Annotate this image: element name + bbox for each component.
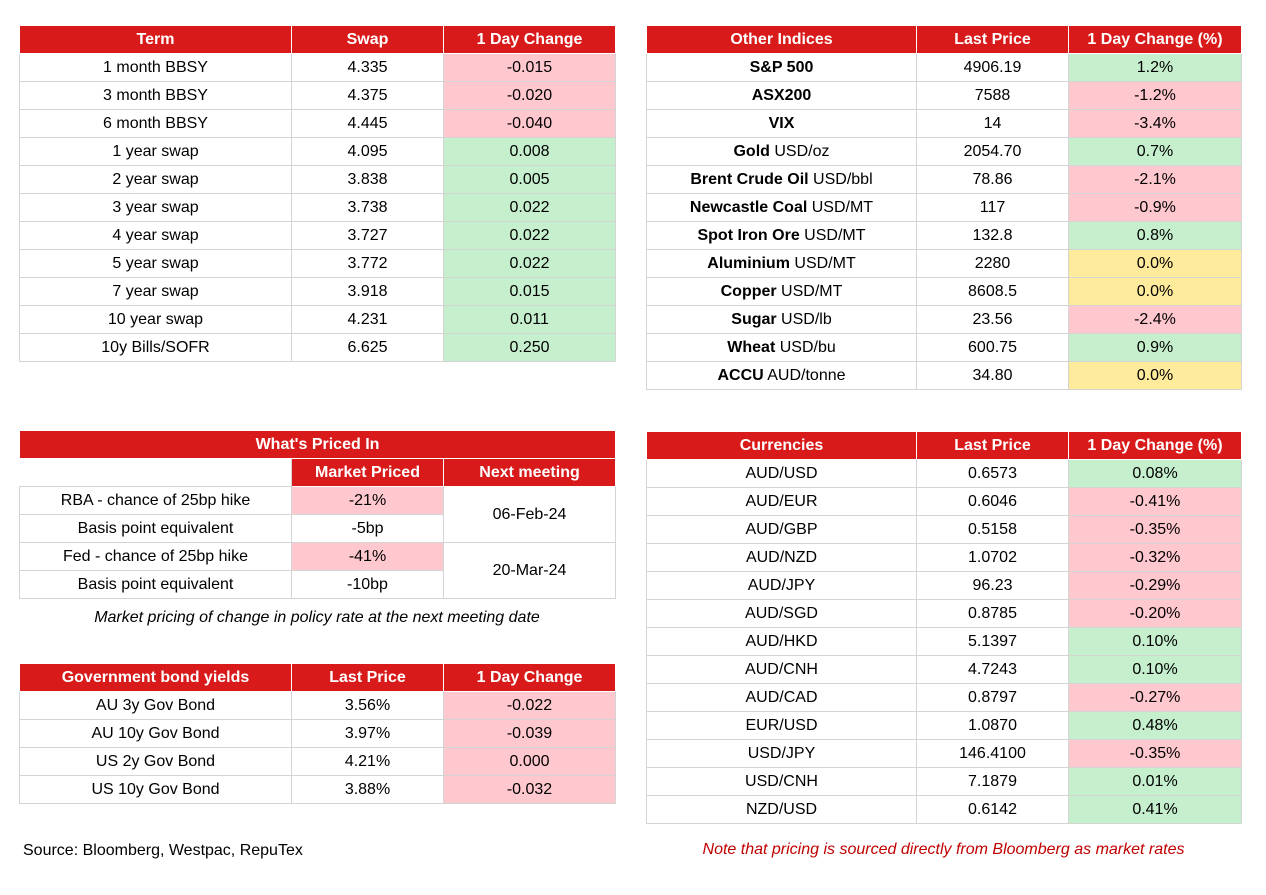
swap-header-term: Term: [20, 26, 292, 54]
currency-price: 0.6573: [917, 460, 1069, 488]
index-change: -2.1%: [1069, 166, 1242, 194]
swap-term: 6 month BBSY: [20, 110, 292, 138]
swap-change: 0.008: [444, 138, 616, 166]
index-name: [647, 278, 917, 306]
table-row: [20, 776, 616, 804]
currency-change: -0.35%: [1069, 516, 1242, 544]
index-price: 2280: [917, 250, 1069, 278]
currencies-table: [646, 431, 1242, 824]
table-row: [647, 768, 1242, 796]
index-name-text: Brent Crude Oil: [690, 170, 809, 188]
table-row: [647, 306, 1242, 334]
currency-change: -0.20%: [1069, 600, 1242, 628]
index-change: 0.8%: [1069, 222, 1242, 250]
table-row: [647, 516, 1242, 544]
swap-rows: [20, 54, 616, 362]
table-row: [647, 488, 1242, 516]
currency-change: 0.48%: [1069, 712, 1242, 740]
fed-next-meeting: 20-Mar-24: [444, 543, 616, 599]
index-name: [647, 250, 917, 278]
table-row: [647, 278, 1242, 306]
index-name: [647, 306, 917, 334]
swap-value: 4.231: [292, 306, 444, 334]
swap-change: -0.020: [444, 82, 616, 110]
swap-change: 0.022: [444, 250, 616, 278]
currency-pair: AUD/GBP: [647, 516, 917, 544]
bond-change: -0.039: [444, 720, 616, 748]
swap-value: 3.838: [292, 166, 444, 194]
indices-table: [646, 25, 1242, 390]
swap-term: 10y Bills/SOFR: [20, 334, 292, 362]
swap-term: 3 year swap: [20, 194, 292, 222]
fed-hike-label: Fed - chance of 25bp hike: [20, 543, 292, 571]
index-price: 600.75: [917, 334, 1069, 362]
index-price: 2054.70: [917, 138, 1069, 166]
table-row: [647, 82, 1242, 110]
currency-pair: NZD/USD: [647, 796, 917, 824]
index-price: 4906.19: [917, 54, 1069, 82]
swap-header-change: 1 Day Change: [444, 26, 616, 54]
index-unit: AUD/tonne: [763, 366, 846, 384]
currency-change: 0.41%: [1069, 796, 1242, 824]
currency-price: 0.6142: [917, 796, 1069, 824]
currencies-header-pair: Currencies: [647, 432, 917, 460]
index-price: 34.80: [917, 362, 1069, 390]
priced-in-col-meeting: Next meeting: [444, 459, 616, 487]
swap-change: 0.005: [444, 166, 616, 194]
currencies-header-price: Last Price: [917, 432, 1069, 460]
bond-price: 3.97%: [292, 720, 444, 748]
table-row: [20, 334, 616, 362]
index-name-text: Wheat: [727, 338, 776, 356]
currency-pair: AUD/HKD: [647, 628, 917, 656]
index-change: 0.7%: [1069, 138, 1242, 166]
index-name-text: ACCU: [717, 366, 764, 384]
index-change: 1.2%: [1069, 54, 1242, 82]
swap-term: 1 month BBSY: [20, 54, 292, 82]
bond-change: -0.032: [444, 776, 616, 804]
swap-term: 7 year swap: [20, 278, 292, 306]
currency-price: 146.4100: [917, 740, 1069, 768]
index-change: 0.0%: [1069, 362, 1242, 390]
index-change: -3.4%: [1069, 110, 1242, 138]
table-row: [20, 278, 616, 306]
index-name: [647, 334, 917, 362]
currency-price: 0.8797: [917, 684, 1069, 712]
index-name-text: Copper: [720, 282, 777, 300]
bond-price: 3.88%: [292, 776, 444, 804]
swap-term: 5 year swap: [20, 250, 292, 278]
currency-pair: AUD/EUR: [647, 488, 917, 516]
rba-bp-label: Basis point equivalent: [20, 515, 292, 543]
index-unit: USD/MT: [807, 198, 874, 216]
index-name-text: Newcastle Coal: [689, 198, 808, 216]
index-name-text: Aluminium: [707, 254, 790, 272]
swap-header-swap: Swap: [292, 26, 444, 54]
fed-hike-value: -41%: [292, 543, 444, 571]
currency-price: 5.1397: [917, 628, 1069, 656]
index-change: 0.9%: [1069, 334, 1242, 362]
index-name-text: Gold: [733, 142, 770, 160]
index-price: 117: [917, 194, 1069, 222]
table-row: [647, 796, 1242, 824]
swap-value: 3.727: [292, 222, 444, 250]
bond-name: US 10y Gov Bond: [20, 776, 292, 804]
rba-bp-value: -5bp: [292, 515, 444, 543]
currencies-header-change: 1 Day Change (%): [1069, 432, 1242, 460]
table-row: [20, 692, 616, 720]
currency-pair: AUD/NZD: [647, 544, 917, 572]
table-row: [20, 110, 616, 138]
bond-change: -0.022: [444, 692, 616, 720]
index-price: 7588: [917, 82, 1069, 110]
bonds-table: [19, 663, 616, 804]
indices-header-price: Last Price: [917, 26, 1069, 54]
index-name: [647, 166, 917, 194]
table-row: [647, 684, 1242, 712]
currency-change: -0.29%: [1069, 572, 1242, 600]
table-row: [647, 250, 1242, 278]
swap-value: 4.335: [292, 54, 444, 82]
index-change: -1.2%: [1069, 82, 1242, 110]
currency-change: 0.08%: [1069, 460, 1242, 488]
swap-value: 4.375: [292, 82, 444, 110]
index-name: [647, 110, 917, 138]
currency-change: 0.01%: [1069, 768, 1242, 796]
currency-pair: AUD/CNH: [647, 656, 917, 684]
table-row: [20, 82, 616, 110]
currency-change: 0.10%: [1069, 628, 1242, 656]
currency-change: 0.10%: [1069, 656, 1242, 684]
index-unit: USD/bbl: [808, 170, 873, 188]
fed-bp-value: -10bp: [292, 571, 444, 599]
table-row: [647, 460, 1242, 488]
swap-value: 4.445: [292, 110, 444, 138]
table-row: [647, 600, 1242, 628]
index-name: [647, 82, 917, 110]
index-price: 14: [917, 110, 1069, 138]
currency-pair: AUD/SGD: [647, 600, 917, 628]
index-name-text: Spot Iron Ore: [697, 226, 800, 244]
rba-next-meeting: 06-Feb-24: [444, 487, 616, 543]
table-row: [647, 54, 1242, 82]
currency-change: -0.41%: [1069, 488, 1242, 516]
bond-name: US 2y Gov Bond: [20, 748, 292, 776]
currency-pair: AUD/JPY: [647, 572, 917, 600]
index-unit: USD/MT: [776, 282, 843, 300]
index-name: [647, 138, 917, 166]
table-row: [20, 166, 616, 194]
currency-price: 96.23: [917, 572, 1069, 600]
swap-value: 3.772: [292, 250, 444, 278]
indices-header-change: 1 Day Change (%): [1069, 26, 1242, 54]
priced-in-table: [19, 430, 616, 599]
rba-hike-value: -21%: [292, 487, 444, 515]
table-row: [20, 138, 616, 166]
table-row: [647, 712, 1242, 740]
table-row: [20, 250, 616, 278]
rba-hike-label: RBA - chance of 25bp hike: [20, 487, 292, 515]
swap-change: -0.040: [444, 110, 616, 138]
swap-table: [19, 25, 616, 362]
bloomberg-pricing-note: Note that pricing is sourced directly from Bloomberg as market rates: [702, 841, 1185, 858]
swap-term: 10 year swap: [20, 306, 292, 334]
swap-term: 3 month BBSY: [20, 82, 292, 110]
index-name: [647, 362, 917, 390]
index-name-text: Sugar: [731, 310, 777, 328]
table-row: [20, 306, 616, 334]
index-name-text: S&P 500: [749, 58, 814, 76]
bond-price: 4.21%: [292, 748, 444, 776]
currency-change: -0.27%: [1069, 684, 1242, 712]
swap-value: 3.738: [292, 194, 444, 222]
bonds-header-price: Last Price: [292, 664, 444, 692]
bond-change: 0.000: [444, 748, 616, 776]
swap-term: 2 year swap: [20, 166, 292, 194]
bond-price: 3.56%: [292, 692, 444, 720]
currency-pair: USD/JPY: [647, 740, 917, 768]
currency-pair: AUD/CAD: [647, 684, 917, 712]
swap-term: 1 year swap: [20, 138, 292, 166]
index-name: [647, 54, 917, 82]
currency-price: 1.0870: [917, 712, 1069, 740]
bonds-header-name: Government bond yields: [20, 664, 292, 692]
index-unit: USD/bu: [775, 338, 836, 356]
currency-change: -0.35%: [1069, 740, 1242, 768]
bonds-header-change: 1 Day Change: [444, 664, 616, 692]
table-row: [647, 222, 1242, 250]
index-unit: USD/lb: [776, 310, 832, 328]
table-row: [647, 572, 1242, 600]
source-note: Source: Bloomberg, Westpac, RepuTex: [23, 842, 303, 859]
index-price: 78.86: [917, 166, 1069, 194]
index-name: [647, 222, 917, 250]
table-row: [20, 222, 616, 250]
bonds-rows: [20, 692, 616, 804]
swap-value: 3.918: [292, 278, 444, 306]
index-name-text: ASX200: [751, 86, 812, 104]
swap-change: 0.250: [444, 334, 616, 362]
table-row: [647, 362, 1242, 390]
swap-value: 4.095: [292, 138, 444, 166]
index-price: 8608.5: [917, 278, 1069, 306]
table-row: [647, 544, 1242, 572]
table-row: [20, 720, 616, 748]
currency-pair: USD/CNH: [647, 768, 917, 796]
index-price: 23.56: [917, 306, 1069, 334]
index-unit: USD/MT: [789, 254, 856, 272]
table-row: [20, 54, 616, 82]
index-change: -0.9%: [1069, 194, 1242, 222]
table-row: [647, 740, 1242, 768]
currencies-rows: [647, 460, 1242, 824]
currency-price: 7.1879: [917, 768, 1069, 796]
priced-in-footnote: Market pricing of change in policy rate at the next meeting date: [94, 609, 540, 626]
bond-name: AU 3y Gov Bond: [20, 692, 292, 720]
currency-price: 0.8785: [917, 600, 1069, 628]
index-name: [647, 194, 917, 222]
currency-pair: EUR/USD: [647, 712, 917, 740]
swap-value: 6.625: [292, 334, 444, 362]
currency-price: 1.0702: [917, 544, 1069, 572]
indices-rows: [647, 54, 1242, 390]
table-row: [647, 110, 1242, 138]
bond-name: AU 10y Gov Bond: [20, 720, 292, 748]
index-unit: USD/MT: [799, 226, 866, 244]
fed-bp-label: Basis point equivalent: [20, 571, 292, 599]
table-row: [647, 628, 1242, 656]
table-row: [20, 194, 616, 222]
priced-in-title: What's Priced In: [20, 431, 616, 459]
table-row: [20, 748, 616, 776]
table-row: [647, 334, 1242, 362]
table-row: [647, 138, 1242, 166]
index-change: -2.4%: [1069, 306, 1242, 334]
swap-term: 4 year swap: [20, 222, 292, 250]
currency-price: 0.5158: [917, 516, 1069, 544]
table-row: [647, 166, 1242, 194]
indices-header-name: Other Indices: [647, 26, 917, 54]
index-unit: USD/oz: [769, 142, 830, 160]
table-row: [647, 656, 1242, 684]
index-name-text: VIX: [768, 114, 795, 132]
swap-change: 0.015: [444, 278, 616, 306]
priced-in-blank-cell: [20, 459, 292, 487]
index-price: 132.8: [917, 222, 1069, 250]
priced-in-col-market: Market Priced: [292, 459, 444, 487]
index-change: 0.0%: [1069, 250, 1242, 278]
index-change: 0.0%: [1069, 278, 1242, 306]
swap-change: 0.011: [444, 306, 616, 334]
table-row: [647, 194, 1242, 222]
currency-price: 4.7243: [917, 656, 1069, 684]
currency-change: -0.32%: [1069, 544, 1242, 572]
swap-change: 0.022: [444, 194, 616, 222]
swap-change: 0.022: [444, 222, 616, 250]
currency-pair: AUD/USD: [647, 460, 917, 488]
currency-price: 0.6046: [917, 488, 1069, 516]
swap-change: -0.015: [444, 54, 616, 82]
